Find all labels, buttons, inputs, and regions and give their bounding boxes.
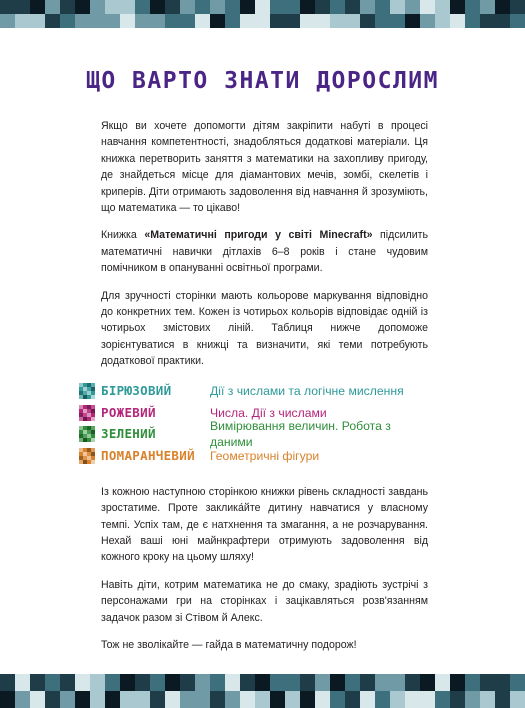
border-pixel: [495, 14, 510, 28]
border-pixel: [420, 691, 435, 708]
border-pixel: [15, 691, 30, 708]
border-pixel: [435, 691, 450, 708]
border-pixel: [90, 674, 105, 691]
orange-pixel-icon: [79, 448, 95, 464]
border-pixel: [60, 0, 75, 14]
border-pixel: [240, 691, 255, 708]
border-pixel: [420, 14, 435, 28]
border-pixel: [330, 14, 345, 28]
border-pixel: [180, 14, 195, 28]
border-pixel: [165, 691, 180, 708]
border-pixel: [150, 0, 165, 14]
border-pixel: [465, 691, 480, 708]
border-pixel: [60, 14, 75, 28]
border-pixel: [255, 674, 270, 691]
border-pixel: [300, 14, 315, 28]
border-pixel: [315, 14, 330, 28]
green-pixel-icon: [79, 426, 95, 442]
border-pixel: [435, 674, 450, 691]
icon-pixel: [91, 460, 95, 464]
border-pixel: [30, 691, 45, 708]
paragraph-color-coding: Для зручності сторінки мають кольорове маркування відповідно до конкретних тем. Кожен із чотирьох кольорів відповідає одній із чотирьох змістових ліній. Таблиця нижче допоможе зорієнтуватися в книжці та визначити, які теми потребують додаткової практики.: [101, 289, 428, 368]
border-pixel: [30, 674, 45, 691]
border-pixel: [180, 0, 195, 14]
border-pixel: [90, 0, 105, 14]
border-pixel: [15, 0, 30, 14]
page-title: ЩО ВАРТО ЗНАТИ ДОРОСЛИМ: [86, 68, 439, 94]
border-pixel: [510, 674, 525, 691]
border-pixel: [315, 674, 330, 691]
border-pixel: [375, 674, 390, 691]
border-pixel: [225, 674, 240, 691]
border-pixel: [0, 674, 15, 691]
border-pixel: [405, 14, 420, 28]
border-pixel: [420, 0, 435, 14]
border-pixel: [345, 691, 360, 708]
border-pixel: [360, 14, 375, 28]
paragraph-book-start: Книжка: [101, 229, 145, 242]
legend-name: РОЖЕВИЙ: [101, 404, 156, 420]
border-pixel: [270, 674, 285, 691]
border-pixel: [465, 14, 480, 28]
top-pixel-border: [0, 0, 525, 28]
border-pixel: [120, 674, 135, 691]
border-pixel: [90, 14, 105, 28]
border-pixel: [450, 0, 465, 14]
border-pixel: [315, 691, 330, 708]
color-legend: [79, 381, 434, 467]
border-pixel: [255, 14, 270, 28]
border-pixel: [285, 14, 300, 28]
paragraph-book-end: підсилить математичні навички дітлахів 6–8 років і стане чудовим помічником в опануванні освітньої програми.: [101, 229, 429, 275]
border-pixel: [405, 674, 420, 691]
border-pixel: [270, 0, 285, 14]
border-pixel: [285, 691, 300, 708]
border-pixel: [180, 674, 195, 691]
border-pixel: [30, 14, 45, 28]
border-pixel: [165, 14, 180, 28]
icon-pixel: [91, 417, 95, 421]
border-pixel: [45, 674, 60, 691]
border-pixel: [165, 0, 180, 14]
border-pixel: [390, 691, 405, 708]
border-pixel: [360, 674, 375, 691]
border-pixel: [375, 14, 390, 28]
border-pixel: [120, 14, 135, 28]
border-pixel: [450, 674, 465, 691]
border-pixel: [135, 0, 150, 14]
border-pixel: [270, 691, 285, 708]
border-pixel: [75, 14, 90, 28]
legend-name: БІРЮЗОВИЙ: [101, 383, 172, 399]
border-pixel: [120, 691, 135, 708]
pink-pixel-icon: [79, 405, 95, 421]
page-content: [101, 118, 428, 664]
legend-topic: Геометричні фігури: [210, 448, 320, 463]
border-pixel: [195, 691, 210, 708]
border-pixel: [135, 14, 150, 28]
border-pixel: [330, 674, 345, 691]
border-pixel: [360, 691, 375, 708]
border-pixel: [345, 674, 360, 691]
border-pixel: [0, 691, 15, 708]
border-pixel: [210, 14, 225, 28]
border-pixel: [150, 674, 165, 691]
border-pixel: [210, 691, 225, 708]
turquoise-pixel-icon: [79, 383, 95, 399]
border-pixel: [315, 0, 330, 14]
border-pixel: [240, 14, 255, 28]
icon-pixel: [91, 395, 95, 399]
border-pixel: [495, 674, 510, 691]
border-pixel: [240, 674, 255, 691]
border-pixel: [435, 14, 450, 28]
border-pixel: [405, 0, 420, 14]
border-pixel: [75, 691, 90, 708]
border-pixel: [75, 674, 90, 691]
legend-name: ПОМАРАНЧЕВИЙ: [101, 447, 195, 463]
border-pixel: [225, 14, 240, 28]
paragraph-difficulty: Із кожною наступною сторінкою книжки рівень складності завдань зростатиме. Проте заклика́йте дитину навчатися у власному темпі. Успіх там, де є натхнення та змагання, а не розчарування. Нехай ваші юні майнкрафтери отримують задоволення від кожного кроку на цьому шляху!: [101, 485, 428, 564]
border-pixel: [300, 674, 315, 691]
border-pixel: [225, 0, 240, 14]
border-pixel: [60, 691, 75, 708]
border-pixel: [510, 691, 525, 708]
bottom-pixel-border: [0, 674, 525, 708]
border-pixel: [255, 0, 270, 14]
border-pixel: [165, 674, 180, 691]
border-pixel: [0, 0, 15, 14]
border-pixel: [30, 0, 45, 14]
border-pixel: [120, 0, 135, 14]
legend-topic: Дії з числами та логічне мислення: [210, 384, 404, 399]
border-pixel: [390, 14, 405, 28]
border-pixel: [45, 691, 60, 708]
border-pixel: [15, 674, 30, 691]
border-pixel: [480, 0, 495, 14]
book-title: «Математичні пригоди у світі Minecraft»: [144, 229, 373, 242]
legend-row-turquoise: [79, 381, 434, 403]
border-pixel: [360, 0, 375, 14]
border-pixel: [510, 0, 525, 14]
border-pixel: [210, 0, 225, 14]
border-pixel: [195, 0, 210, 14]
legend-name: ЗЕЛЕНИЙ: [101, 426, 156, 442]
border-pixel: [345, 14, 360, 28]
border-pixel: [330, 691, 345, 708]
border-pixel: [150, 691, 165, 708]
border-pixel: [420, 674, 435, 691]
border-pixel: [495, 691, 510, 708]
icon-pixel: [91, 438, 95, 442]
border-pixel: [0, 14, 15, 28]
border-pixel: [240, 0, 255, 14]
paragraph-book: [101, 227, 428, 276]
border-pixel: [450, 14, 465, 28]
border-pixel: [15, 14, 30, 28]
border-pixel: [75, 0, 90, 14]
border-pixel: [255, 691, 270, 708]
border-pixel: [90, 691, 105, 708]
border-pixel: [105, 691, 120, 708]
border-pixel: [60, 674, 75, 691]
border-pixel: [135, 691, 150, 708]
border-pixel: [285, 0, 300, 14]
border-pixel: [390, 674, 405, 691]
legend-topic: Вимірювання величин. Робота з даними: [210, 419, 391, 450]
border-pixel: [270, 14, 285, 28]
border-pixel: [105, 0, 120, 14]
border-pixel: [510, 14, 525, 28]
border-pixel: [480, 691, 495, 708]
border-pixel: [465, 0, 480, 14]
paragraph-characters: Навіть діти, котрим математика не до смаку, зрадіють зустрічі з персонажами гри на сторінках і зацікавляться розв'язанням задачок разом зі Стівом й Алекс.: [101, 578, 428, 624]
border-pixel: [450, 691, 465, 708]
border-pixel: [45, 0, 60, 14]
legend-topic: Числа. Дії з числами: [210, 405, 327, 420]
border-pixel: [480, 674, 495, 691]
border-pixel: [105, 14, 120, 28]
border-pixel: [465, 674, 480, 691]
legend-row-green: [79, 419, 434, 450]
border-pixel: [375, 691, 390, 708]
border-pixel: [285, 674, 300, 691]
border-pixel: [180, 691, 195, 708]
paragraph-intro: Якщо ви хочете допомогти дітям закріпити набуті в процесі навчання компетентності, знадобляться додаткові матеріали. Ця книжка перетворить заняття з математики на захопливу пригоду, де знайдеться місце для діамантових мечів, зомбі, скелетів і криперів. Діти отримають задоволення від навчання й зрозуміють, що математика — то цікаво!: [101, 120, 428, 215]
border-pixel: [330, 0, 345, 14]
border-pixel: [105, 674, 120, 691]
border-pixel: [300, 691, 315, 708]
border-pixel: [480, 14, 495, 28]
border-pixel: [495, 0, 510, 14]
border-pixel: [390, 0, 405, 14]
border-pixel: [345, 0, 360, 14]
border-pixel: [195, 14, 210, 28]
border-pixel: [210, 674, 225, 691]
border-pixel: [300, 0, 315, 14]
border-pixel: [225, 691, 240, 708]
border-pixel: [435, 0, 450, 14]
paragraph-closing: Тож не зволікайте — гайда в математичну подорож!: [101, 638, 357, 651]
border-pixel: [405, 691, 420, 708]
border-pixel: [135, 674, 150, 691]
border-pixel: [45, 14, 60, 28]
border-pixel: [150, 14, 165, 28]
border-pixel: [195, 674, 210, 691]
border-pixel: [375, 0, 390, 14]
